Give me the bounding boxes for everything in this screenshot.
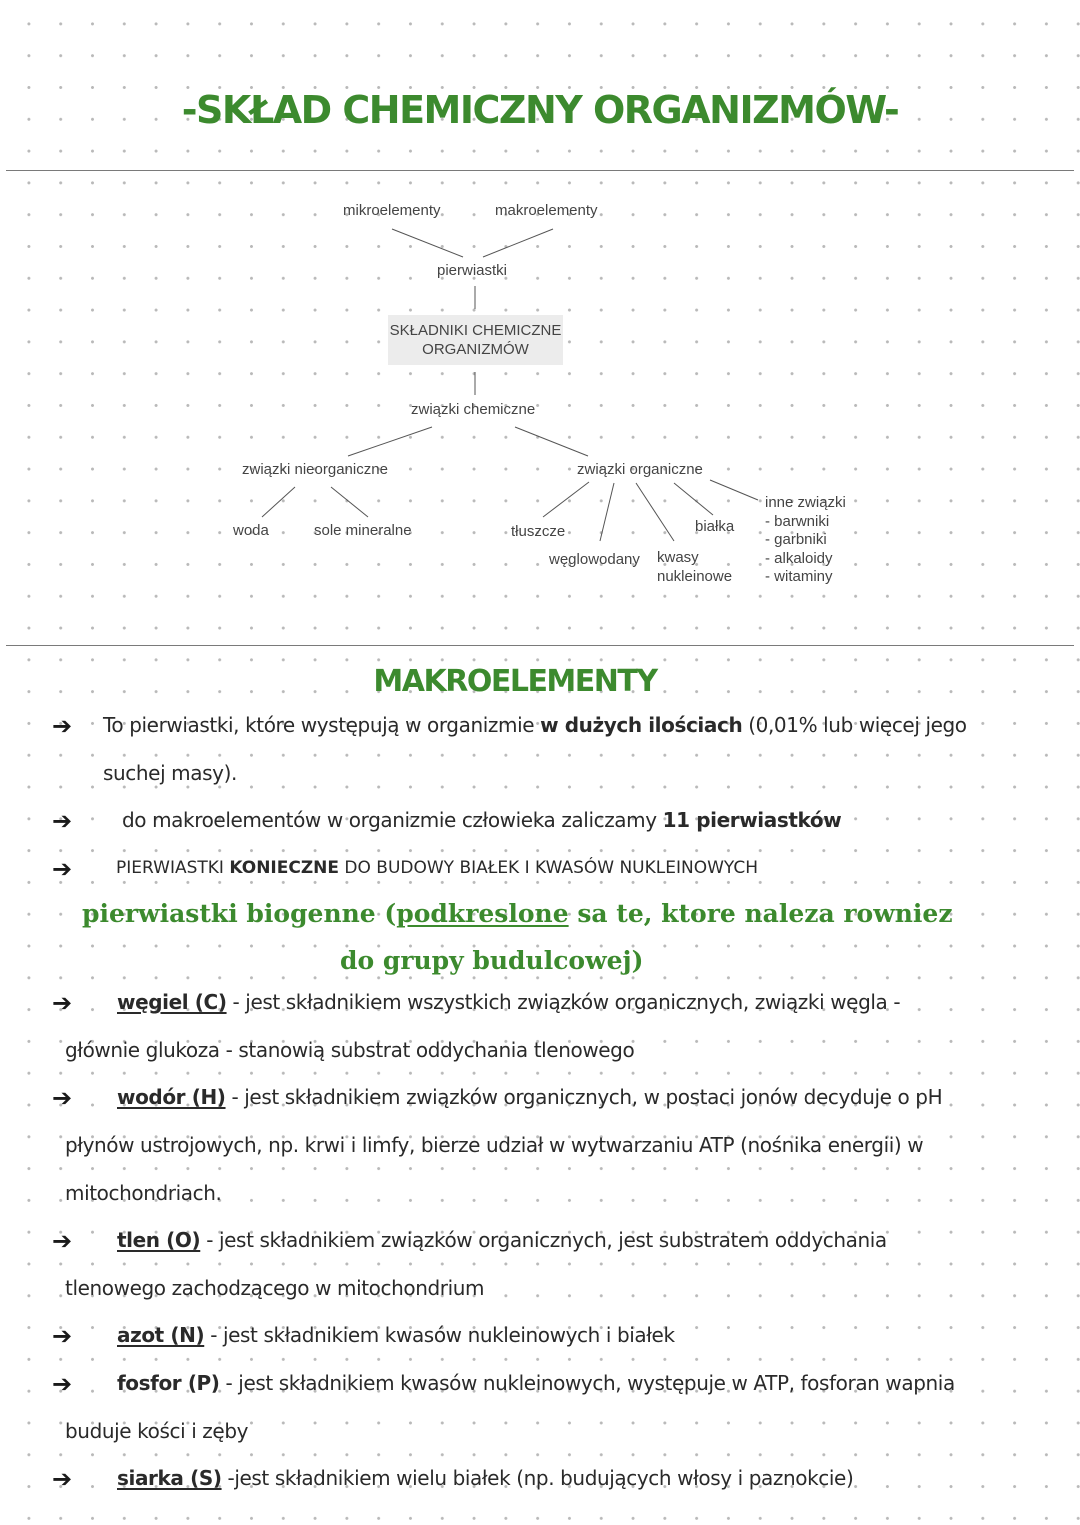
biogenic-heading-line1: pierwiastki biogenne (podkreslone sa te, ktore naleza rowniez — [82, 899, 953, 928]
intro-line-1-cont: suchej masy). — [103, 761, 237, 785]
element-phosphorus-cont: buduje kości i zęby — [65, 1419, 249, 1443]
node-salts: sole mineralne — [314, 522, 412, 539]
element-name: wodór (H) — [117, 1085, 226, 1109]
arrow-icon: ➔ — [52, 1227, 73, 1255]
connector-organic-other — [710, 480, 758, 500]
element-hydrogen-cont2: mitochondriach. — [65, 1181, 222, 1205]
connector-inorganic-salts — [331, 487, 368, 517]
arrow-icon: ➔ — [52, 807, 73, 835]
node-elements: pierwiastki — [437, 262, 508, 279]
node-proteins: białka — [695, 518, 735, 535]
node-root-line2: ORGANIZMÓW — [422, 341, 529, 358]
arrow-icon: ➔ — [52, 1084, 73, 1112]
other-item: - alkaloidy — [765, 549, 833, 567]
arrow-icon: ➔ — [52, 1465, 73, 1493]
arrow-icon: ➔ — [52, 855, 73, 883]
connector-micro-elements — [392, 229, 463, 257]
element-name: fosfor (P) — [117, 1371, 220, 1395]
node-nucleic — [657, 548, 732, 586]
connector-compounds-organic — [515, 427, 588, 456]
other-item: - witaminy — [765, 568, 833, 586]
connector-organic-carbs — [600, 483, 614, 541]
element-name: azot (N) — [117, 1323, 205, 1347]
element-hydrogen-cont: płynów ustrojowych, np. krwi i limfy, bierze udział w wytwarzaniu ATP (nośnika energii) w — [65, 1133, 924, 1157]
element-carbon: węgiel (C) - jest składnikiem wszystkich związków organicznych, związki węgla - — [117, 990, 901, 1014]
connector-compounds-inorganic — [348, 427, 432, 456]
node-organic: związki organiczne — [577, 461, 703, 478]
element-phosphorus: fosfor (P) - jest składnikiem kwasów nukleinowych, występuje w ATP, fosforan wapnia — [117, 1371, 955, 1395]
node-inorganic: związki nieorganiczne — [242, 461, 388, 478]
arrow-icon: ➔ — [52, 712, 73, 740]
divider-middle — [6, 645, 1074, 646]
arrow-icon: ➔ — [52, 1370, 73, 1398]
node-macroelements: makroelementy — [495, 202, 598, 219]
element-sulfur: siarka (S) -jest składnikiem wielu białek (np. budujących włosy i paznokcie) — [117, 1466, 854, 1490]
node-root-line1: SKŁADNIKI CHEMICZNE — [389, 322, 562, 339]
arrow-icon: ➔ — [52, 989, 73, 1017]
element-carbon-cont: głównie glukoza - stanowią substrat oddychania tlenowego — [65, 1038, 635, 1062]
element-nitrogen: azot (N) - jest składnikiem kwasów nukleinowych i białek — [117, 1323, 675, 1347]
node-root — [388, 315, 563, 365]
biogenic-heading-line2: do grupy budulcowej) — [340, 946, 644, 975]
connector-organic-proteins — [674, 483, 713, 515]
element-hydrogen: wodór (H) - jest składnikiem związków organicznych, w postaci jonów decyduje o pH — [117, 1085, 943, 1109]
intro-line-3: PIERWIASTKI KONIECZNE DO BUDOWY BIAŁEK I KWASÓW NUKLEINOWYCH — [116, 858, 759, 878]
other-item: - garbniki — [765, 531, 827, 549]
element-name: tlen (O) — [117, 1228, 201, 1252]
node-microelements: mikroelementy — [343, 202, 441, 219]
other-item: - barwniki — [765, 512, 830, 530]
section-title: MAKROELEMENTY — [373, 664, 657, 699]
connector-macro-elements — [483, 229, 553, 257]
element-oxygen-cont: tlenowego zachodzącego w mitochondrium — [65, 1276, 485, 1300]
node-other-compounds — [765, 494, 846, 587]
intro-line-1: To pierwiastki, które występują w organizmie w dużych ilościach (0,01% lub więcej jego — [103, 713, 967, 737]
node-nucleic-line2: nukleinowe — [657, 568, 733, 585]
page-title: -SKŁAD CHEMICZNY ORGANIZMÓW- — [181, 88, 899, 132]
node-nucleic-line1: kwasy — [657, 549, 699, 566]
element-name: węgiel (C) — [117, 990, 227, 1014]
element-name: siarka (S) — [117, 1466, 222, 1490]
node-water: woda — [233, 522, 269, 539]
node-compounds: związki chemiczne — [411, 401, 536, 418]
element-oxygen: tlen (O) - jest składnikiem związków organicznych, jest substratem oddychania — [117, 1228, 887, 1252]
node-fats: tłuszcze — [511, 523, 566, 540]
node-carbs: węglowodany — [549, 551, 640, 568]
connector-organic-nucleic — [636, 483, 674, 541]
other-item: inne związki — [765, 494, 846, 511]
connector-inorganic-water — [262, 487, 295, 517]
connector-organic-fats — [543, 482, 589, 517]
intro-line-2: do makroelementów w organizmie człowieka zaliczamy 11 pierwiastków — [122, 808, 842, 832]
arrow-icon: ➔ — [52, 1322, 73, 1350]
